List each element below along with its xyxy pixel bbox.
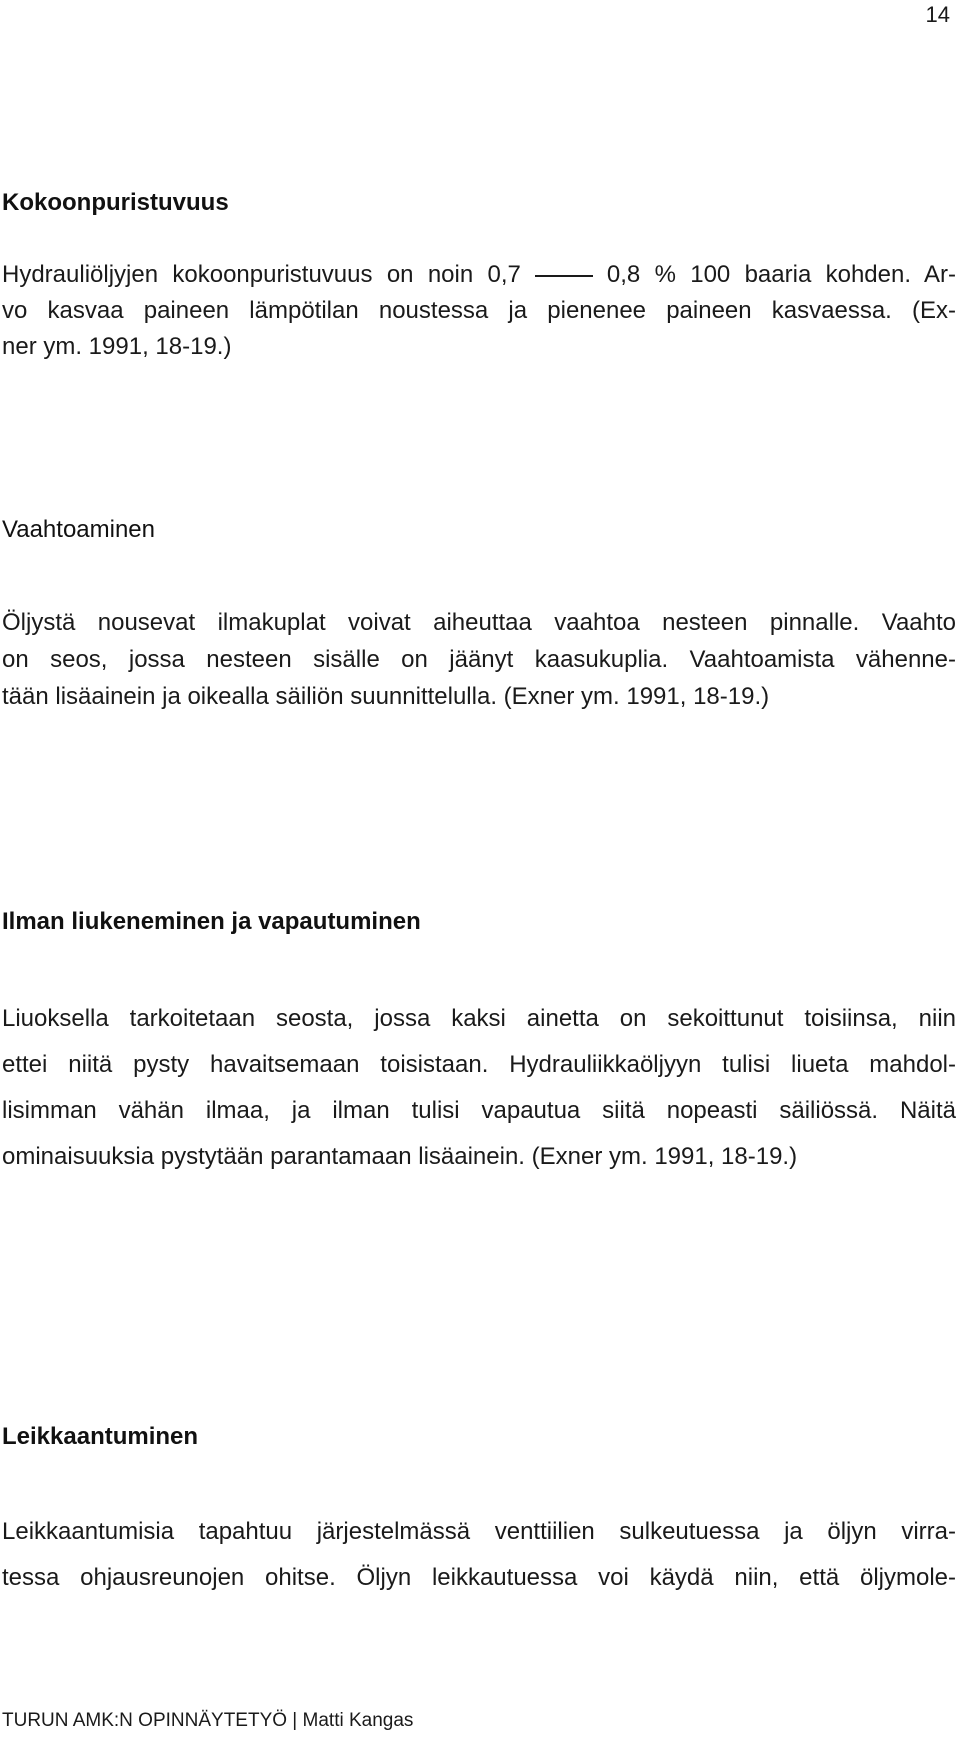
paragraph-line: Liuoksella tarkoitetaan seosta, jossa kaksi ainetta on sekoittunut toisiinsa, niin [2,1005,956,1032]
paragraph-kokoonpuristuvuus [2,257,956,365]
section-heading-leikkaantuminen: Leikkaantuminen [2,1423,199,1450]
paragraph-line: vo kasvaa paineen lämpötilan noustessa ja pienenee paineen kasvaessa. (Ex- [2,297,956,324]
paragraph-line: tään lisäainein ja oikealla säiliön suunnittelulla. (Exner ym. 1991, 18-19.) [2,683,770,710]
paragraph-line: ner ym. 1991, 18-19.) [2,333,232,360]
paragraph-line: Hydrauliöljyjen kokoonpuristuvuus on noin 0,7 0,8 % 100 baaria kohden. Ar- [2,261,957,288]
paragraph-line: on seos, jossa nesteen sisälle on jäänyt kaasukuplia. Vaahtoamista vähenne- [2,646,956,673]
em-dash [535,275,593,277]
paragraph-line: tessa ohjausreunojen ohitse. Öljyn leikkautuessa voi käydä niin, että öljymole- [2,1564,956,1591]
section-heading-ilman-liukeneminen: Ilman liukeneminen ja vapautuminen [2,908,421,935]
paragraph-vaahtoaminen [2,604,956,715]
section-heading-vaahtoaminen: Vaahtoaminen [2,516,155,543]
paragraph-ilman-liukeneminen [2,996,956,1180]
page-footer: TURUN AMK:N OPINNÄYTETYÖ | Matti Kangas [2,1710,414,1731]
paragraph-line: lisimman vähän ilmaa, ja ilman tulisi vapautua siitä nopeasti säiliössä. Näitä [2,1097,956,1124]
section-heading-kokoonpuristuvuus: Kokoonpuristuvuus [2,189,229,216]
page-number: 14 [925,2,950,27]
paragraph-leikkaantuminen [2,1509,956,1601]
paragraph-line: Leikkaantumisia tapahtuu järjestelmässä venttiilien sulkeutuessa ja öljyn virra- [2,1518,956,1545]
paragraph-line: ettei niitä pysty havaitsemaan toisistaan. Hydrauliikkaöljyyn tulisi liueta mahdol- [2,1051,956,1078]
paragraph-line: Öljystä nousevat ilmakuplat voivat aiheuttaa vaahtoa nesteen pinnalle. Vaahto [2,609,956,636]
paragraph-line: ominaisuuksia pystytään parantamaan lisäainein. (Exner ym. 1991, 18-19.) [2,1143,798,1170]
